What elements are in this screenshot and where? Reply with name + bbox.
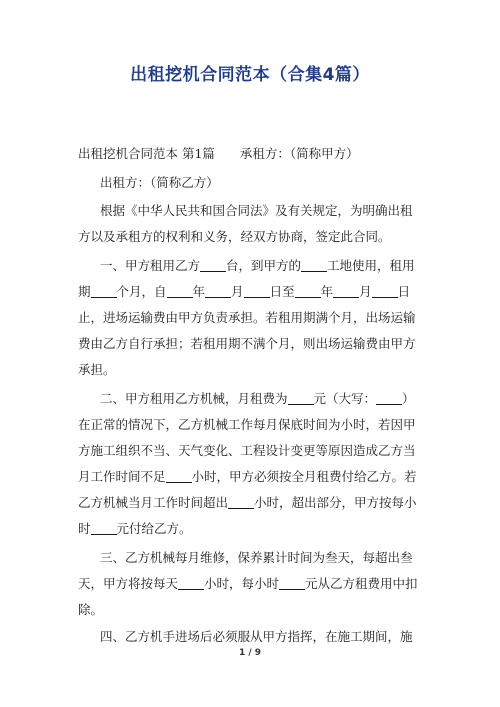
blank-field <box>372 285 398 298</box>
text-segment: 元从乙方租费用中扣 <box>305 576 418 591</box>
text-segment: 期 <box>78 284 91 299</box>
clause2-line-3: 方施工组织不当、天气变化、工程设计变更等原因造成乙方当 <box>78 443 416 458</box>
blank-field <box>376 392 402 405</box>
intro-line-2: 方以及承租方的权利和义务，经双方协商，签定此合同。 <box>78 229 391 244</box>
text-segment: 工地使用，租用 <box>327 258 415 273</box>
text-segment: 天，甲方将按每天 <box>78 576 179 591</box>
text-segment: 台，到甲方的 <box>226 258 302 273</box>
clause3-line-3: 除。 <box>78 602 104 617</box>
intro-line-1: 根据《中华人民共和国合同法》及有关规定，为明确出租 <box>100 203 413 218</box>
page-number: 1 / 9 <box>238 648 262 658</box>
clause3-line-2 <box>78 575 418 593</box>
text-segment: 二、甲方租用乙方机械，月租费为 <box>100 391 288 406</box>
clause1-line-5: 承担。 <box>78 362 116 377</box>
text-segment: 小时，每小时 <box>204 576 280 591</box>
document-title: 出租挖机合同范本（合集4篇） <box>130 65 370 85</box>
blank-field <box>91 522 117 535</box>
clause3-line-1: 三、乙方机械每月维修，保养累计时间为叁天，每超出叁 <box>100 550 413 565</box>
blank-field <box>167 285 193 298</box>
text-segment: 个月，自 <box>116 284 167 299</box>
text-segment: 一、甲方租用乙方 <box>100 258 201 273</box>
text-segment: 时 <box>78 521 91 536</box>
lessor-line: 出租方：（简称乙方） <box>100 175 219 190</box>
blank-field <box>279 577 305 590</box>
blank-field <box>301 259 327 272</box>
text-segment: 日至 <box>269 284 295 299</box>
subtitle-line: 出租挖机合同范本 第1篇 承租方：（简称甲方） <box>78 146 359 161</box>
blank-field <box>178 577 204 590</box>
blank-field <box>295 285 321 298</box>
text-segment: 小时，超出部分，甲方按每小 <box>254 495 417 510</box>
text-segment: 年 <box>320 284 334 299</box>
blank-field <box>228 496 254 509</box>
text-segment: 元付给乙方。 <box>116 521 192 536</box>
text-segment: 月 <box>359 284 372 299</box>
clause2-line-2: 在正常的情况下，乙方机械工作每月保底时间为小时，若因甲 <box>78 417 416 432</box>
text-segment: 月工作时间不足 <box>78 469 166 484</box>
blank-field <box>166 470 192 483</box>
clause2-line-4 <box>78 468 417 486</box>
blank-field <box>288 392 314 405</box>
clause4-line-1: 四、乙方机手进场后必须服从甲方指挥，在施工期间，施 <box>100 629 413 644</box>
text-segment: 年 <box>192 284 206 299</box>
text-segment: ） <box>402 391 415 406</box>
clause1-line-2 <box>78 283 410 301</box>
text-segment: 月 <box>231 284 244 299</box>
clause1-line-1 <box>100 257 415 275</box>
text-segment: 乙方机械当月工作时间超出 <box>78 495 229 510</box>
clause2-line-5 <box>78 494 417 512</box>
blank-field <box>200 259 226 272</box>
clause1-line-3: 止，进场运输费由甲方负责承担。若租用期满个月，出场运输 <box>78 310 416 325</box>
text-segment: 小时，甲方必须按全月租费付给乙方。若 <box>191 469 417 484</box>
clause2-line-1 <box>100 390 415 408</box>
clause2-line-6 <box>78 520 192 538</box>
text-segment: 元（大写： <box>313 391 377 406</box>
blank-field <box>91 285 117 298</box>
text-segment: 日 <box>397 284 411 299</box>
blank-field <box>205 285 231 298</box>
blank-field <box>244 285 270 298</box>
blank-field <box>333 285 359 298</box>
clause1-line-4: 费由乙方自行承担；若租用期不满个月，则出场运输费由甲方 <box>78 336 416 351</box>
